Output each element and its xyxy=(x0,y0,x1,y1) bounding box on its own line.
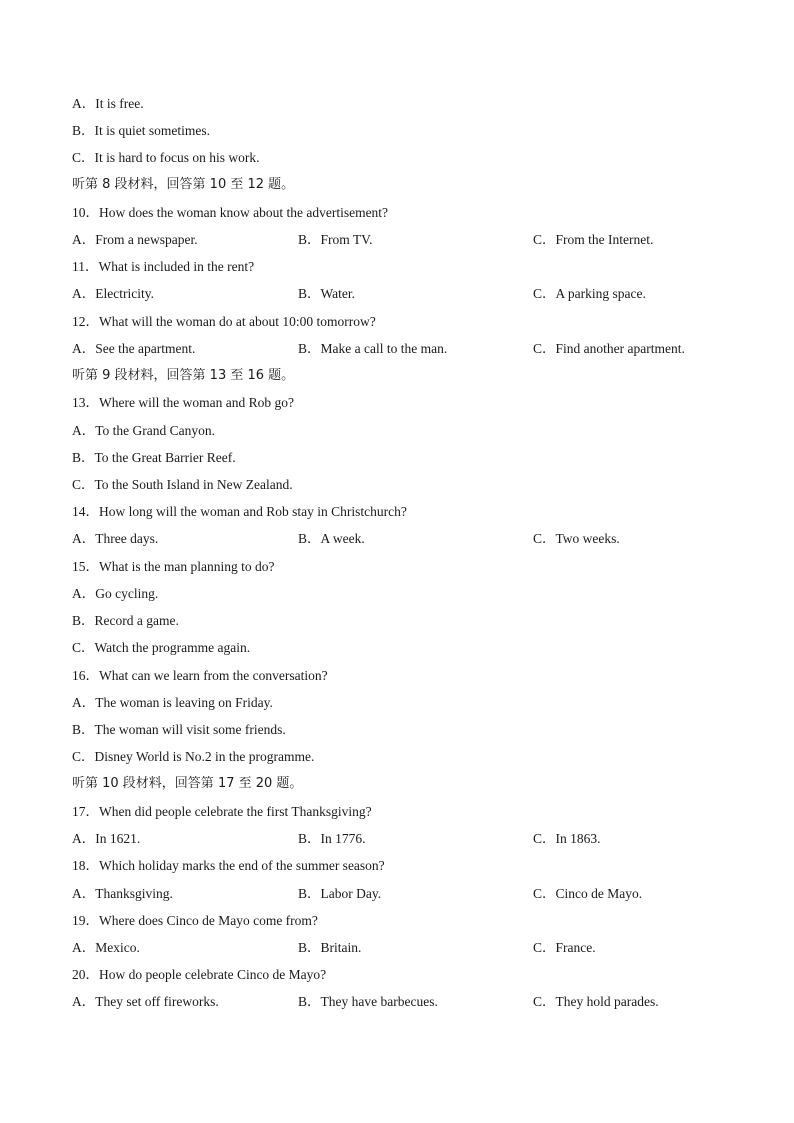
q10-option-c: C．From the Internet. xyxy=(533,232,654,247)
q12-option-a: A．See the apartment. xyxy=(72,341,196,356)
q13-option-c: C．To the South Island in New Zealand. xyxy=(72,477,293,492)
q17-option-c: C．In 1863. xyxy=(533,831,601,846)
q12-option-c: C．Find another apartment. xyxy=(533,341,685,356)
q20-option-a: A．They set off fireworks. xyxy=(72,994,219,1009)
q15-option-c: C．Watch the programme again. xyxy=(72,640,251,655)
q16-option-b: B．The woman will visit some friends. xyxy=(72,722,286,737)
q13-stem: 13．Where will the woman and Rob go? xyxy=(72,395,294,410)
q12-stem: 12．What will the woman do at about 10:00 tomorrow? xyxy=(72,314,376,329)
q19-option-a: A．Mexico. xyxy=(72,940,140,955)
q16-option-c: C．Disney World is No.2 in the programme. xyxy=(72,749,315,764)
q17-option-b: B．In 1776. xyxy=(298,831,366,846)
q13-option-a: A．To the Grand Canyon. xyxy=(72,423,216,438)
section-10-heading: 听第 10 段材料，回答第 17 至 20 题。 xyxy=(72,776,303,791)
q9-option-a: A．It is free. xyxy=(72,96,144,111)
q14-stem: 14．How long will the woman and Rob stay in Christchurch? xyxy=(72,504,407,519)
q11-option-a: A．Electricity. xyxy=(72,286,154,301)
q10-option-a: A．From a newspaper. xyxy=(72,232,198,247)
q13-option-b: B．To the Great Barrier Reef. xyxy=(72,450,236,465)
q11-option-c: C．A parking space. xyxy=(533,286,646,301)
q9-option-b: B．It is quiet sometimes. xyxy=(72,123,210,138)
q11-stem: 11．What is included in the rent? xyxy=(72,259,255,274)
q9-option-c: C．It is hard to focus on his work. xyxy=(72,150,260,165)
q18-stem: 18．Which holiday marks the end of the summer season? xyxy=(72,858,385,873)
q20-stem: 20．How do people celebrate Cinco de Mayo? xyxy=(72,967,327,982)
q16-stem: 16．What can we learn from the conversation? xyxy=(72,668,328,683)
q16-option-a: A．The woman is leaving on Friday. xyxy=(72,695,273,710)
q10-stem: 10．How does the woman know about the advertisement? xyxy=(72,205,389,220)
q15-stem: 15．What is the man planning to do? xyxy=(72,559,275,574)
q19-stem: 19．Where does Cinco de Mayo come from? xyxy=(72,913,318,928)
section-8-heading: 听第 8 段材料，回答第 10 至 12 题。 xyxy=(72,177,295,192)
q20-option-b: B．They have barbecues. xyxy=(298,994,438,1009)
q17-option-a: A．In 1621. xyxy=(72,831,141,846)
q14-option-c: C．Two weeks. xyxy=(533,531,620,546)
q20-option-c: C．They hold parades. xyxy=(533,994,659,1009)
q18-option-c: C．Cinco de Mayo. xyxy=(533,886,643,901)
q18-option-b: B．Labor Day. xyxy=(298,886,382,901)
q15-option-a: A．Go cycling. xyxy=(72,586,159,601)
q19-option-b: B．Britain. xyxy=(298,940,362,955)
q18-option-a: A．Thanksgiving. xyxy=(72,886,173,901)
q17-stem: 17．When did people celebrate the first Thanksgiving? xyxy=(72,804,372,819)
q11-option-b: B．Water. xyxy=(298,286,356,301)
q12-option-b: B．Make a call to the man. xyxy=(298,341,448,356)
q10-option-b: B．From TV. xyxy=(298,232,373,247)
q14-option-a: A．Three days. xyxy=(72,531,159,546)
q14-option-b: B．A week. xyxy=(298,531,365,546)
section-9-heading: 听第 9 段材料，回答第 13 至 16 题。 xyxy=(72,368,295,383)
q19-option-c: C．France. xyxy=(533,940,596,955)
q15-option-b: B．Record a game. xyxy=(72,613,179,628)
